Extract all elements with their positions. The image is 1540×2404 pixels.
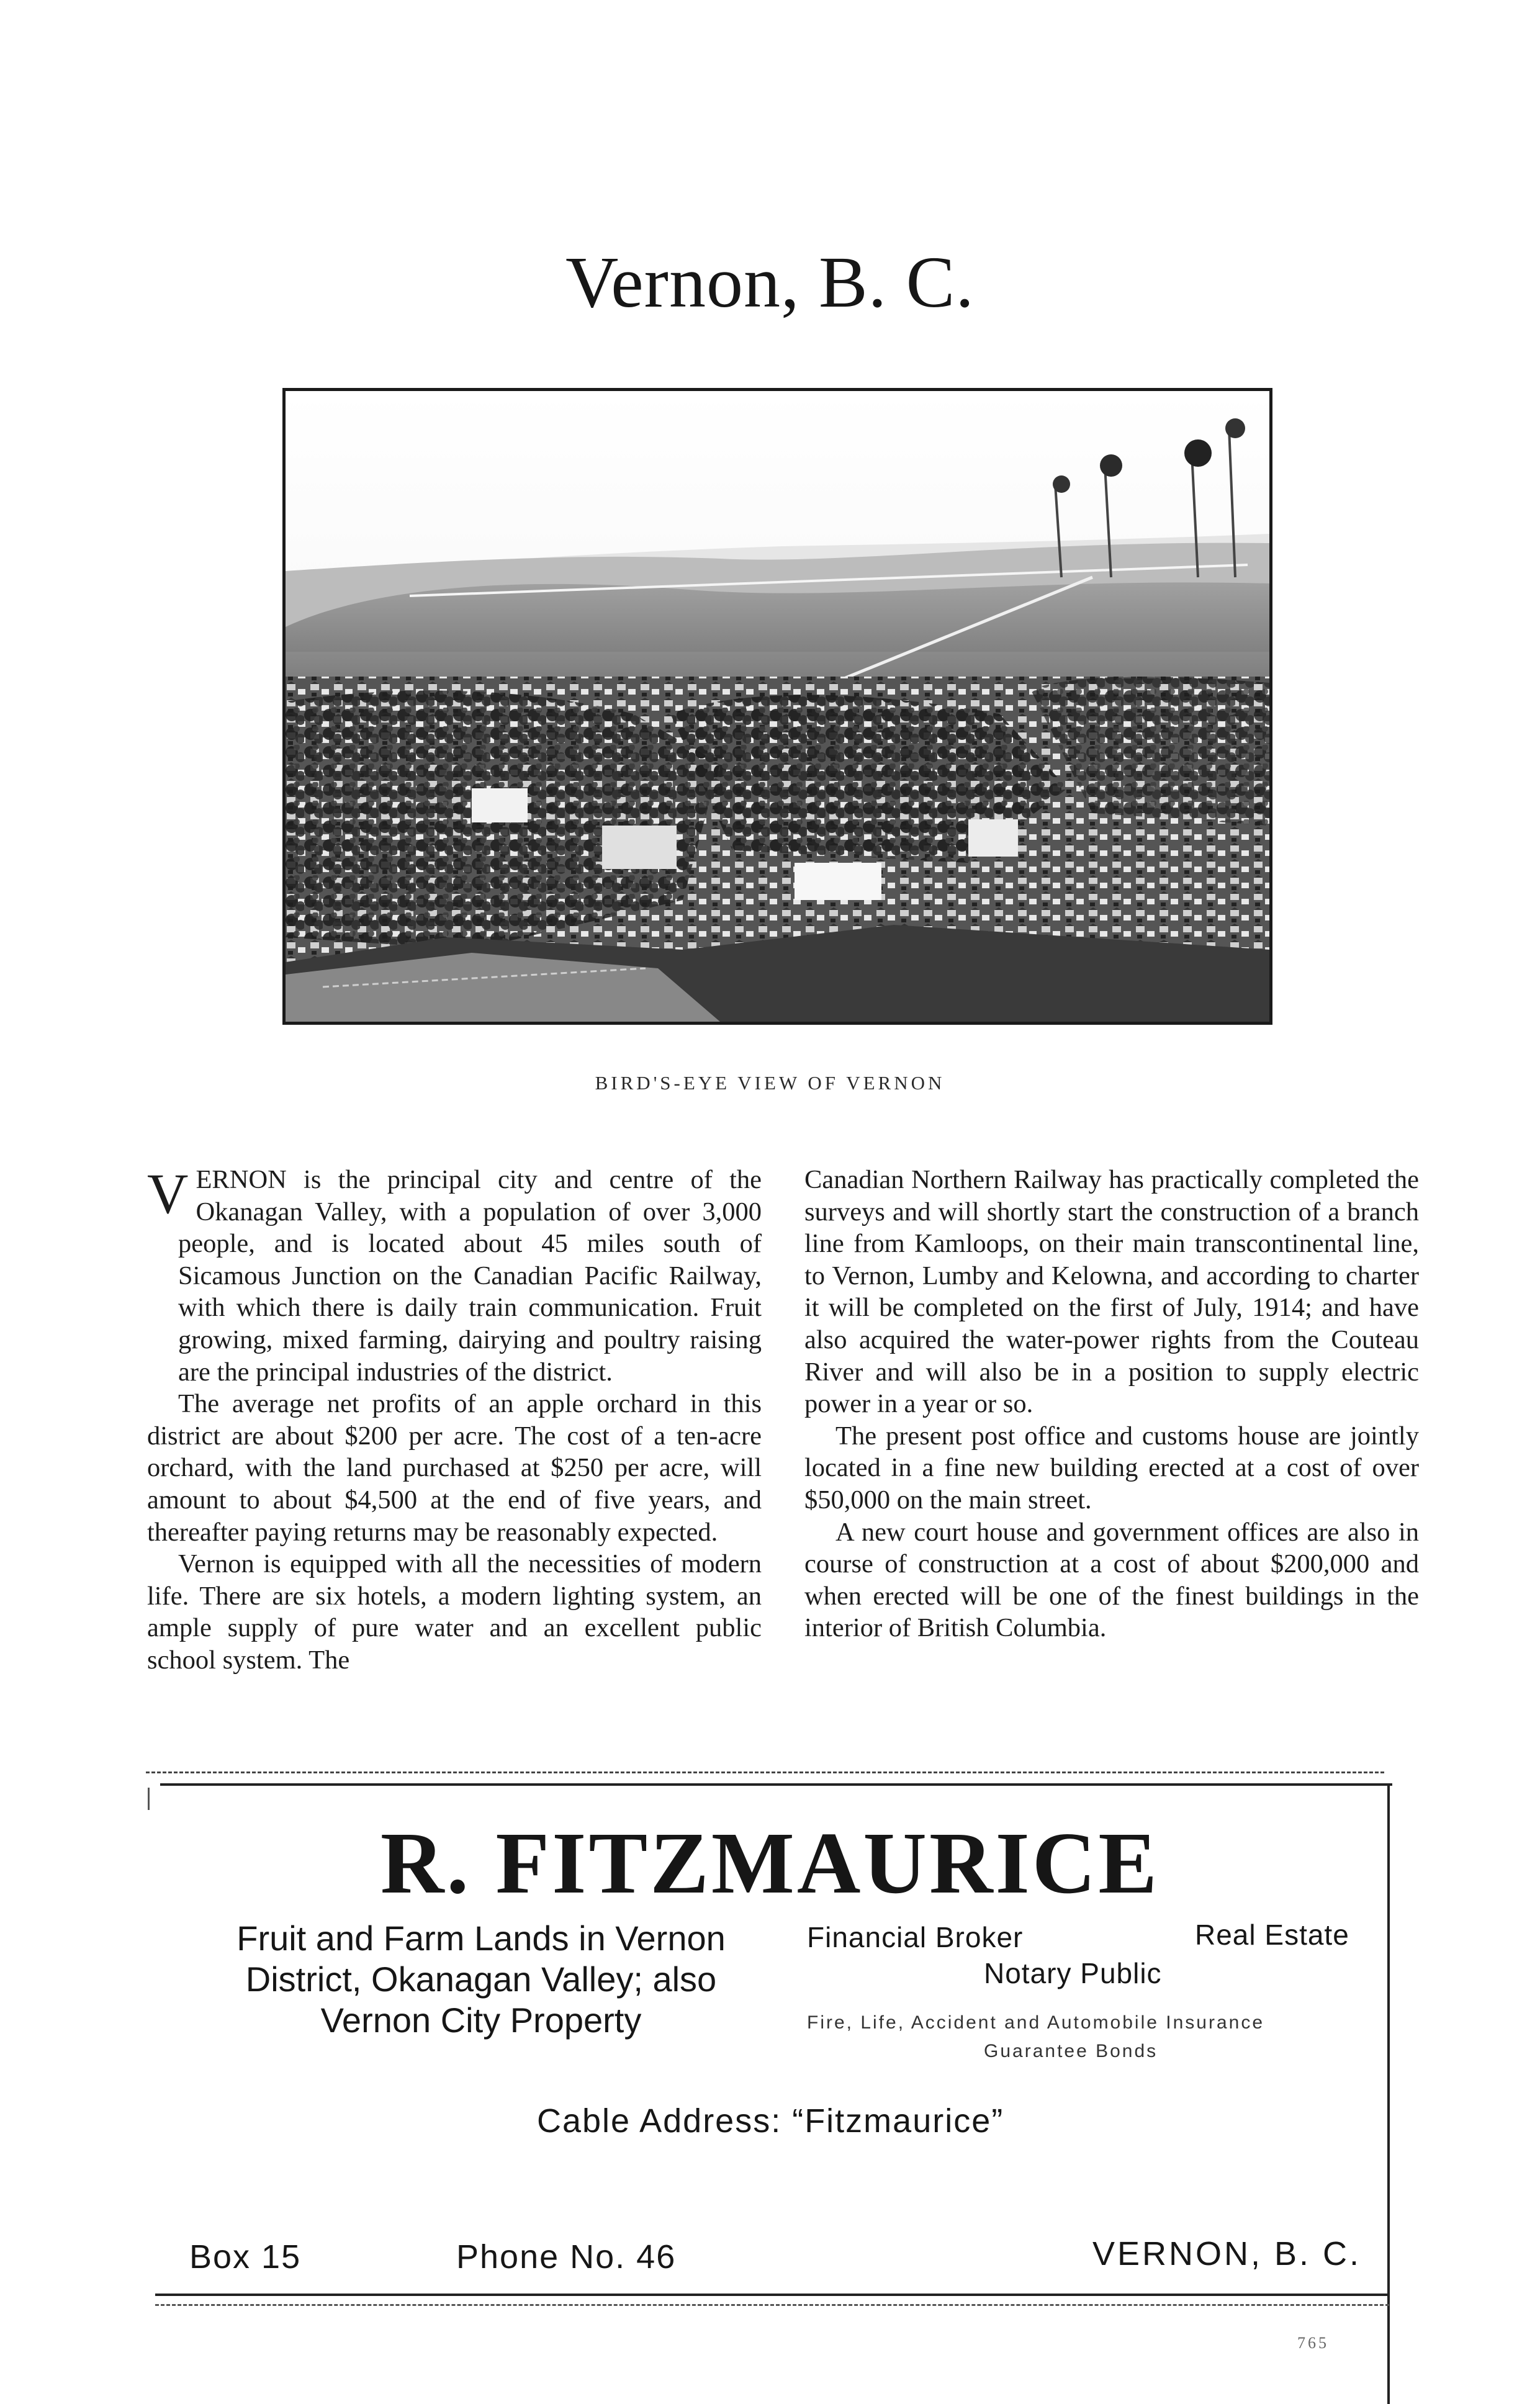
ad-phone-number: Phone No. 46 [456, 2238, 677, 2276]
ad-city: VERNON, B. C. [1092, 2235, 1362, 2272]
ad-box-number: Box 15 [189, 2238, 302, 2276]
ad-bottom-divider [155, 2304, 1389, 2306]
ad-top-border [160, 1783, 1392, 1786]
ad-insurance: Fire, Life, Accident and Automobile Insurance [807, 2012, 1265, 2033]
article-paragraph: A new court house and government offices are also in course of construction at a cost of about $200,000 and when erected will be one of the finest buildings in the interior of British Columbia. [804, 1517, 1419, 1643]
town-photo-image [286, 391, 1269, 1022]
article-right-column [804, 1164, 1419, 1644]
drop-cap: V [147, 1162, 189, 1225]
page-title: Vernon, B. C. [565, 241, 975, 323]
page-number: 765 [1297, 2334, 1329, 2352]
ad-bottom-border [155, 2294, 1389, 2296]
ad-lands-description [186, 1918, 776, 2041]
article-paragraph: The present post office and customs house are jointly located in a fine new building erected at a cost of over $50,000 on the main street. [804, 1421, 1419, 1515]
birds-eye-photo [282, 388, 1272, 1025]
article-paragraph: The average net profits of an apple orchard in this district are about $200 per acre. The cost of a ten-acre orchard, with the land purchased at $250 per acre, will amount to about $4,500 at the end of five years, and thereafter paying returns may be reasonably expected. [147, 1389, 762, 1547]
article-paragraph: Canadian Northern Railway has practically completed the surveys and will shortly start the construction of a branch line from Kamloops, on their main transcontinental line, to Vernon, Lumby and Kelowna, and according to charter it will be completed on the first of July, 1914; and have also acquired the water-power rights from the Couteau River and will also be in a position to supply electric power in a year or so. [804, 1165, 1419, 1419]
ad-cable-address: Cable Address: “Fitzmaurice” [537, 2102, 1004, 2140]
ad-real-estate: Real Estate [1195, 1919, 1349, 1951]
advertiser-name: R. FITZMAURICE [380, 1814, 1160, 1912]
ad-lands-line: Vernon City Property [320, 2001, 642, 2040]
ad-lands-line: Fruit and Farm Lands in Vernon [236, 1919, 726, 1958]
ad-notary-public: Notary Public [984, 1957, 1162, 1989]
ad-left-border-mark [148, 1788, 150, 1810]
ad-guarantee-bonds: Guarantee Bonds [984, 2041, 1158, 2061]
ad-top-divider [146, 1771, 1384, 1773]
photo-caption: BIRD'S-EYE VIEW OF VERNON [595, 1072, 945, 1094]
article-paragraph: Vernon is equipped with all the necessities of modern life. There are six hotels, a modern lighting system, an ample supply of pure water and an excellent public school system. The [147, 1549, 762, 1675]
ad-lands-line: District, Okanagan Valley; also [245, 1960, 717, 1999]
article-left-column [147, 1164, 762, 1677]
article-paragraph: VERNON is the principal city and centre of the Okanagan Valley, with a population of over 3,000 people, and is located about 45 miles south of Sicamous Junction on the Canadian Pacific Railway, with which there is daily train communication. Fruit growing, mixed farming, dairying and poultry raising are the principal industries of the district. [147, 1162, 762, 1387]
ad-financial-broker: Financial Broker [807, 1921, 1024, 1953]
